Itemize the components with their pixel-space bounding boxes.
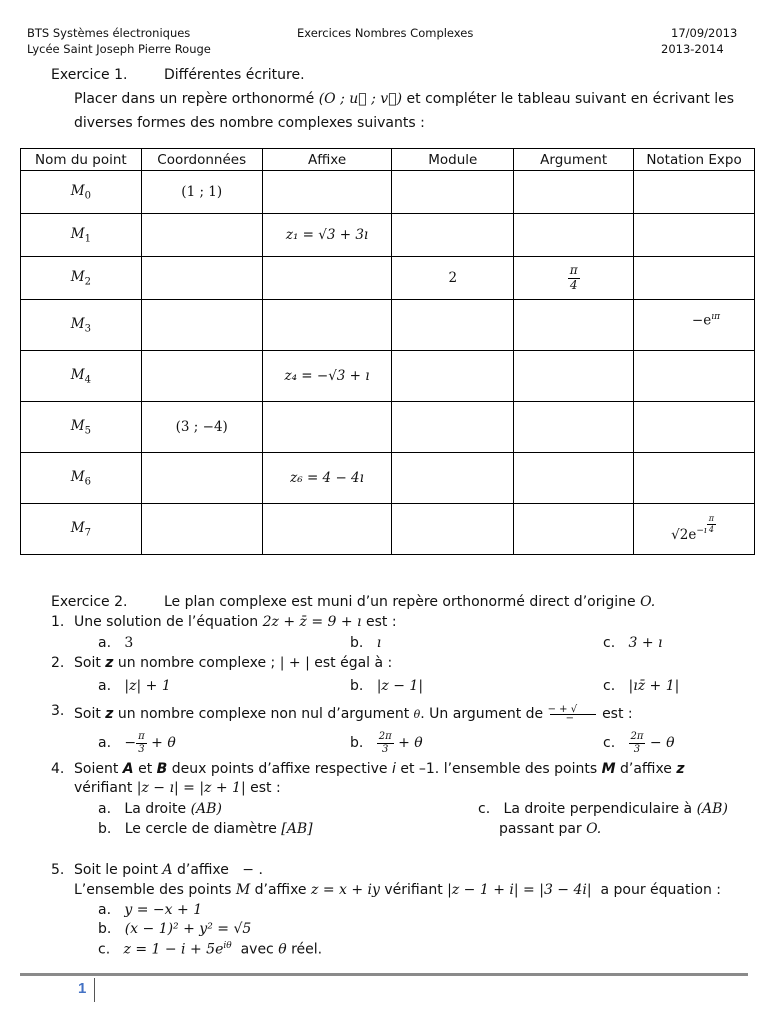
argument-cell[interactable] [514,257,634,300]
q5-option-b[interactable]: b. (x − 1)² + y² = √5 [98,921,252,937]
affix-cell[interactable] [262,300,392,351]
ex1-line1-b: et compléter le tableau suivant en écrivant les [406,91,735,107]
affix-cell[interactable]: z₄ = −√3 + ı [262,351,392,402]
point-name: $M_6$ [21,453,142,504]
coord-cell[interactable]: (1 ; 1) [141,171,262,214]
coord-cell[interactable] [141,453,262,504]
expo-cell[interactable] [634,351,755,402]
argument-cell[interactable] [514,300,634,351]
argument-fraction: $\frac{\pi}{4}$ [569,262,578,292]
coord-cell[interactable] [141,351,262,402]
ex2-label: Exercice 2. [51,594,128,610]
ex1-label: Exercice 1. [51,67,128,83]
q2-option-c[interactable]: c. |ız̄ + 1| [603,678,680,694]
point-name: $M_7$ [21,504,142,555]
expo-cell[interactable]: $-e^{ı\pi}$ [634,300,755,351]
table-row [21,402,755,453]
argument-cell[interactable] [514,402,634,453]
q4-statement: Soient A et B deux points d’affixe respective i et –1. l’ensemble des points M d’affixe z [74,761,685,777]
q4-option-c-line2: passant par O. [499,821,602,837]
col-header-affix: Affixe [262,149,392,171]
table-row [21,171,755,214]
argument-cell[interactable] [514,351,634,402]
header-date: 17/09/2013 [671,26,738,40]
q3-number: 3. [51,703,65,719]
modulus-cell[interactable] [392,300,514,351]
expo-cell[interactable] [634,257,755,300]
q4-option-a[interactable]: a. La droite (AB) [98,801,222,817]
col-header-expo: Notation Expo [634,149,755,171]
argument-cell[interactable] [514,504,634,555]
header-school-program: BTS Systèmes électroniques [27,26,191,40]
modulus-cell[interactable] [392,402,514,453]
q5-option-a[interactable]: a. y = −x + 1 [98,902,203,918]
q5-statement: Soit le point A d’affixe − . [74,862,263,878]
header-title: Exercices Nombres Complexes [297,26,474,40]
q1-statement: Une solution de l’équation 2z + z̄ = 9 + ı est : [74,614,397,630]
ex1-instruction-line1 [74,91,734,107]
footer-divider [20,973,748,976]
header-school-name: Lycée Saint Joseph Pierre Rouge [27,42,211,56]
col-header-modulus: Module [392,149,514,171]
affix-cell[interactable] [262,257,392,300]
affix-cell[interactable] [262,402,392,453]
q2-option-b[interactable]: b. |z − 1| [350,678,424,694]
argument-cell[interactable] [514,214,634,257]
table-row [21,504,755,555]
argument-cell[interactable] [514,453,634,504]
q4-number: 4. [51,761,65,777]
affix-cell[interactable]: z₁ = √3 + 3ı [262,214,392,257]
table-row [21,214,755,257]
q3-statement: Soit z un nombre complexe non nul d’argument θ. Un argument de $\frac{- + √}{-}$ est : [74,704,633,724]
q1-option-b[interactable]: b. ı [350,635,382,651]
col-header-coordinates: Coordonnées [141,149,262,171]
point-name: $M_1$ [21,214,142,257]
coord-cell[interactable] [141,214,262,257]
ex1-line1-a: Placer dans un repère orthonormé [74,91,315,107]
q2-number: 2. [51,655,65,671]
header-year: 2013-2014 [661,42,724,56]
modulus-cell[interactable] [392,214,514,257]
q5-option-c[interactable]: c. $z = 1 - i + 5e^{i\theta}$ avec θ réel. [98,941,323,958]
q3-option-b[interactable]: b. $\frac{2\pi}{3}$ + θ [350,731,423,755]
q1-number: 1. [51,614,65,630]
q2-option-a[interactable]: a. |z| + 1 [98,678,171,694]
expo-cell[interactable] [634,402,755,453]
q2-statement: Soit z un nombre complexe ; | + | est égal à : [74,655,393,671]
q1-option-c[interactable]: c. 3 + ı [603,635,663,651]
affix-cell[interactable]: z₆ = 4 − 4ı [262,453,392,504]
ex2-intro: Le plan complexe est muni d’un repère orthonormé direct d’origine O. [164,594,656,610]
coord-cell[interactable]: (3 ; −4) [141,402,262,453]
q4-option-b[interactable]: b. Le cercle de diamètre [AB] [98,821,313,837]
modulus-cell[interactable]: 2 [392,257,514,300]
affix-cell[interactable] [262,504,392,555]
expo-cell[interactable]: $√2e^{-ı}$ $\frac{\pi}{4}$ [634,504,755,555]
modulus-cell[interactable] [392,351,514,402]
point-name: $M_0$ [21,171,142,214]
table-header-row [21,149,755,171]
q3-option-c[interactable]: c. $\frac{2\pi}{3}$ − θ [603,731,675,755]
q1-option-a[interactable]: a. 3 [98,635,134,651]
q5-number: 5. [51,862,65,878]
page-number-separator [94,978,95,1002]
table-row [21,257,755,300]
modulus-cell[interactable] [392,504,514,555]
coord-cell[interactable] [141,300,262,351]
affix-cell[interactable] [262,171,392,214]
expo-cell[interactable] [634,214,755,257]
ex1-frame-math: (O ; u⃗ ; v⃗) [318,91,403,107]
q3-fraction: $\frac{- + √}{-}$ [548,703,598,725]
table-row [21,351,755,402]
point-name: $M_3$ [21,300,142,351]
coord-cell[interactable] [141,504,262,555]
page-number: 1 [78,980,87,997]
coord-cell[interactable] [141,257,262,300]
q3-option-a[interactable]: a. − $\frac{\pi}{3}$ + θ [98,731,176,755]
expo-cell[interactable] [634,171,755,214]
ex1-title: Différentes écriture. [164,67,305,83]
modulus-cell[interactable] [392,453,514,504]
q4-statement-line2: vérifiant |z − ı| = |z + 1| est : [74,780,281,796]
table-row [21,453,755,504]
argument-cell[interactable] [514,171,634,214]
table-row [21,300,755,351]
point-name: $M_5$ [21,402,142,453]
col-header-argument: Argument [514,149,634,171]
col-header-point-name: Nom du point [21,149,142,171]
point-name: $M_4$ [21,351,142,402]
point-name: $M_2$ [21,257,142,300]
expo-cell[interactable] [634,453,755,504]
q5-statement-line2: L’ensemble des points M d’affixe z = x + iy vérifiant |z − 1 + i| = |3 − 4i| a pour équation : [74,882,721,898]
q4-option-c[interactable]: c. La droite perpendiculaire à (AB) [478,801,728,817]
modulus-cell[interactable] [392,171,514,214]
ex1-instruction-line2: diverses formes des nombre complexes suivants : [74,115,425,131]
complex-forms-table [20,148,755,555]
